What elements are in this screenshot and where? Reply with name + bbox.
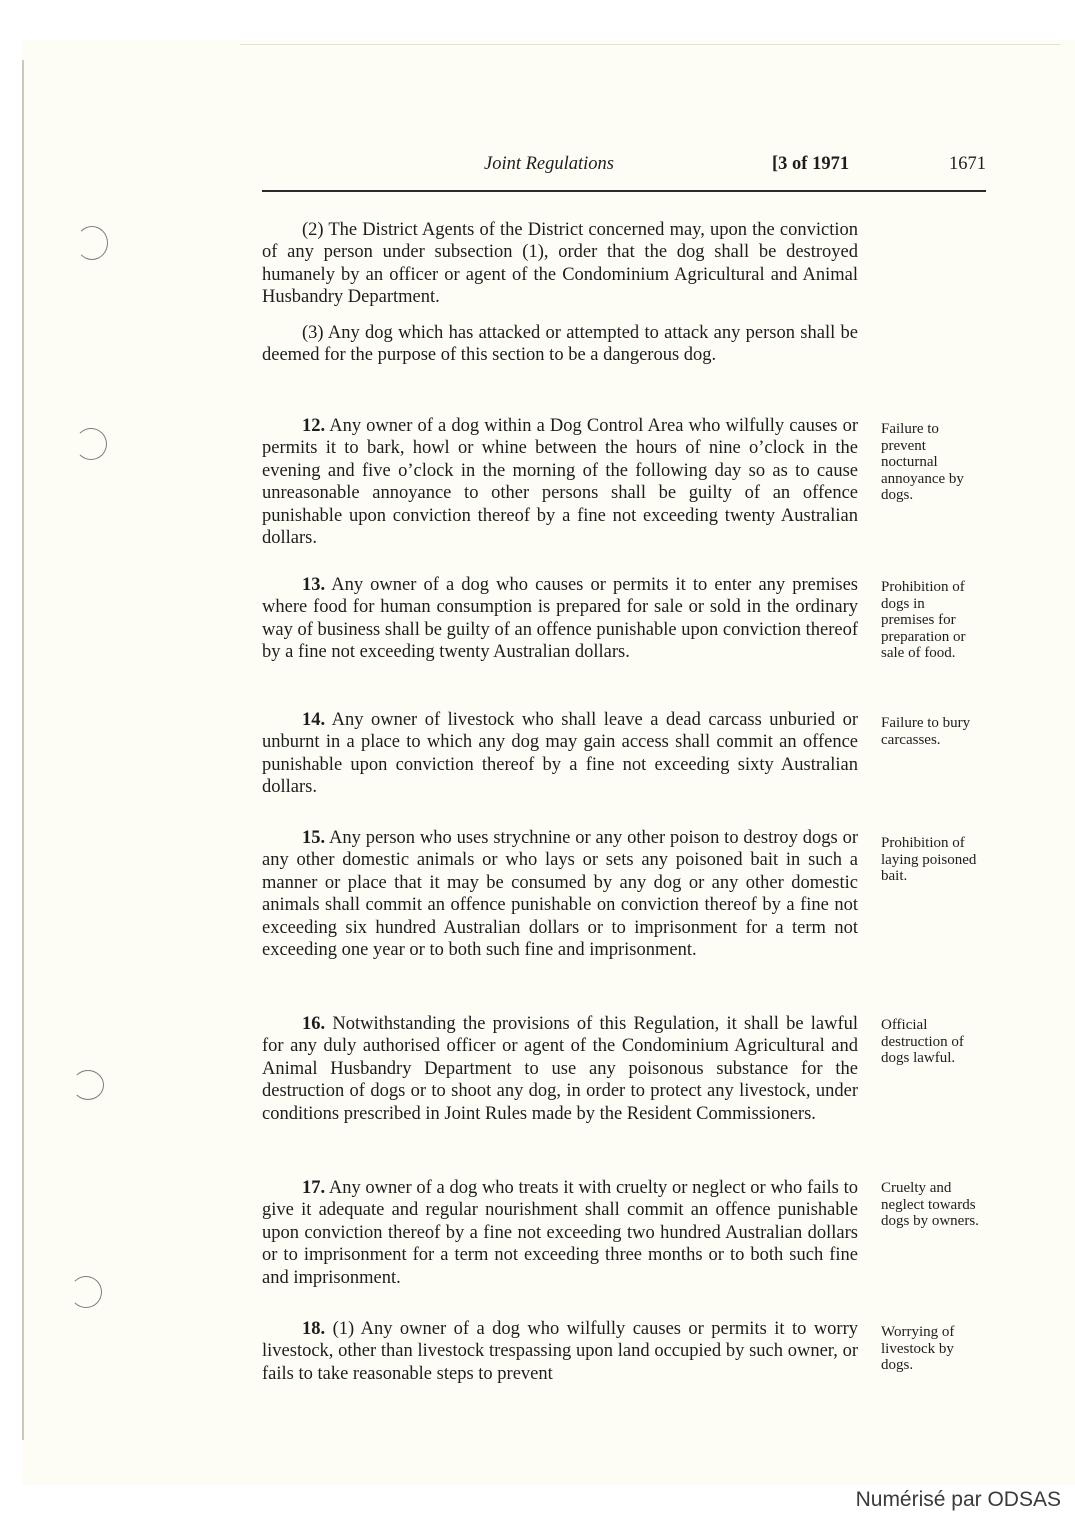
punch-hole-3 <box>72 1070 104 1100</box>
section-number: 17. <box>302 1178 326 1198</box>
marginal-note-13: Prohibition of dogs in premises for preparation or sale of food. <box>881 579 966 661</box>
section-17 <box>262 1177 858 1289</box>
section-text: Any person who uses strychnine or any other poison to destroy dogs or any other domestic animals or who lays or sets any poisoned bait in such a manner or place that it may be consumed by any dog or any other domestic animals shall commit an offence punishable on conviction thereof by a fine not exceeding six hundred Australian dollars or to imprisonment for a term not exceeding one year or to both such fine and imprisonment. <box>262 828 858 961</box>
page-top-edge <box>240 44 1060 45</box>
header-rule <box>262 190 986 192</box>
marginal-note-17: Cruelty and neglect towards dogs by owners. <box>881 1180 979 1229</box>
punch-hole-2 <box>75 428 107 460</box>
section-text: (1) Any owner of a dog who wilfully causes or permits it to worry livestock, other than livestock trespassing upon land occupied by such owner, or fails to take reasonable steps to prevent <box>262 1319 859 1384</box>
punch-hole-1 <box>76 226 108 260</box>
section-13 <box>262 574 858 664</box>
section-text: Any owner of livestock who shall leave a dead carcass unburied or unburnt in a place to which any dog may gain access shall commit an offence punishable upon conviction thereof by a fine not exceeding sixty Australian dollars. <box>262 710 858 798</box>
section-14 <box>262 709 858 799</box>
marginal-note-14: Failure to bury carcasses. <box>881 715 971 748</box>
section-text: (2) The District Agents of the District concerned may, upon the conviction of any person under subsection (1), order that the dog shall be destroyed humanely by an officer or agent of the Condominium Agricultural and Animal Husbandry Department. <box>262 220 858 308</box>
section-number: 16. <box>302 1014 326 1034</box>
marginal-note-16: Official destruction of dogs lawful. <box>881 1017 964 1066</box>
section-text: (3) Any dog which has attacked or attempted to attack any person shall be deemed for the purpose of this section to be a dangerous dog. <box>262 323 858 366</box>
punch-hole-4 <box>70 1276 102 1308</box>
section-16 <box>262 1013 858 1125</box>
section-11-subsection-2 <box>262 219 858 309</box>
running-head-reference: [3 of 1971 <box>772 154 850 174</box>
section-number: 14. <box>302 710 326 730</box>
section-number: 18. <box>302 1319 326 1339</box>
section-15 <box>262 827 858 961</box>
digitization-credit: Numérisé par ODSAS <box>855 1488 1061 1511</box>
section-11-subsection-3 <box>262 322 858 367</box>
marginal-note-12: Failure to prevent nocturnal annoyance by dogs. <box>881 421 964 503</box>
section-number: 12. <box>302 416 326 436</box>
section-12 <box>262 415 858 549</box>
running-head-title: Joint Regulations <box>484 154 614 174</box>
section-text: Notwithstanding the provisions of this Regulation, it shall be lawful for any duly authorised officer or agent of the Condominium Agricultural and Animal Husbandry Department to use any poisonous substance for the destruction of dogs or to shoot any dog, in order to protect any livestock, under conditions prescribed in Joint Rules made by the Resident Commissioners. <box>262 1014 858 1124</box>
section-number: 13. <box>302 575 326 595</box>
page-number: 1671 <box>949 154 986 174</box>
section-text: Any owner of a dog who causes or permits it to enter any premises where food for human consumption is prepared for sale or sold in the ordinary way of business shall be guilty of an offence punishable upon conviction thereof by a fine not exceeding twenty Australian dollars. <box>262 575 859 663</box>
section-text: Any owner of a dog within a Dog Control Area who wilfully causes or permits it to bark, howl or whine between the hours of nine o’clock in the evening and five o’clock in the morning of the following day so as to cause unreasonable annoyance to other persons shall be guilty of an offence punishable upon conviction thereof by a fine not exceeding twenty Australian dollars. <box>262 416 858 549</box>
page-left-edge <box>22 60 24 1440</box>
section-text: Any owner of a dog who treats it with cruelty or neglect or who fails to give it adequate and regular nourishment shall commit an offence punishable upon conviction thereof by a fine not exceeding two hundred Australian dollars or to imprisonment for a term not exceeding three months or to both such fine and imprisonment. <box>262 1178 858 1288</box>
marginal-note-18: Worrying of livestock by dogs. <box>881 1324 955 1373</box>
marginal-note-15: Prohibition of laying poisoned bait. <box>881 835 977 884</box>
running-head <box>262 154 986 178</box>
section-number: 15. <box>302 828 326 848</box>
section-18 <box>262 1318 858 1385</box>
